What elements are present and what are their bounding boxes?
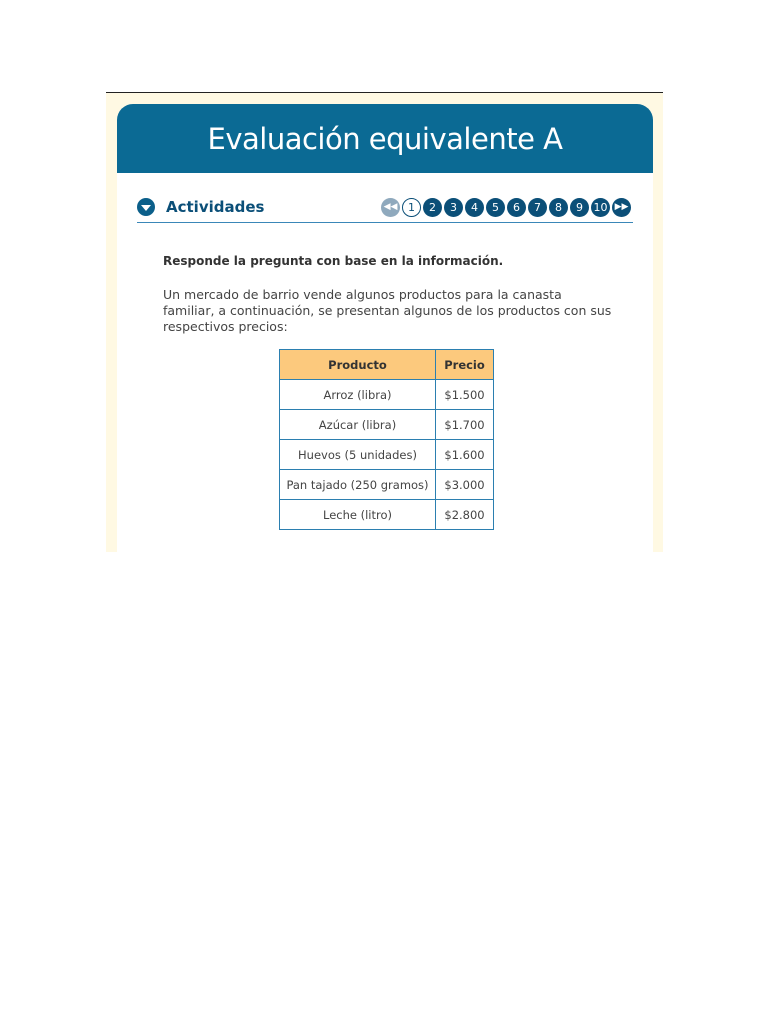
table-row: [280, 410, 494, 440]
page-button-4[interactable]: 4: [465, 198, 484, 217]
chevron-down-icon[interactable]: [137, 198, 155, 216]
product-cell: Huevos (5 unidades): [280, 440, 436, 470]
header-price: Precio: [436, 350, 494, 380]
price-cell: $1.500: [436, 380, 494, 410]
page-button-2[interactable]: 2: [423, 198, 442, 217]
table-row: [280, 440, 494, 470]
question-instruction: Responde la pregunta con base en la información.: [163, 254, 504, 268]
page-button-6[interactable]: 6: [507, 198, 526, 217]
question-pager: [381, 198, 631, 217]
question-paragraph: Un mercado de barrio vende algunos productos para la canasta familiar, a continuación, se presentan algunos de los productos con sus respectivos precios:: [163, 287, 612, 334]
header-product: Producto: [280, 350, 436, 380]
table-row: [280, 500, 494, 530]
table-row: [280, 470, 494, 500]
page-button-5[interactable]: 5: [486, 198, 505, 217]
price-cell: $1.700: [436, 410, 494, 440]
price-cell: $1.600: [436, 440, 494, 470]
product-cell: Pan tajado (250 gramos): [280, 470, 436, 500]
page-frame: [106, 93, 663, 552]
rewind-icon[interactable]: ◀◀: [381, 198, 400, 217]
product-cell: Arroz (libra): [280, 380, 436, 410]
page-button-3[interactable]: 3: [444, 198, 463, 217]
table-row: [280, 380, 494, 410]
page-button-7[interactable]: 7: [528, 198, 547, 217]
page-button-8[interactable]: 8: [549, 198, 568, 217]
price-table: [279, 349, 494, 530]
activities-label[interactable]: Actividades: [166, 198, 265, 216]
page-button-1[interactable]: 1: [402, 198, 421, 217]
table-header-row: [280, 350, 494, 380]
product-cell: Leche (litro): [280, 500, 436, 530]
page-button-9[interactable]: 9: [570, 198, 589, 217]
product-cell: Azúcar (libra): [280, 410, 436, 440]
page-title: Evaluación equivalente A: [117, 104, 653, 173]
evaluation-card: [117, 104, 653, 552]
activities-bar: [137, 192, 633, 223]
page-button-10[interactable]: 10: [591, 198, 610, 217]
price-cell: $3.000: [436, 470, 494, 500]
question-content: [163, 254, 613, 335]
fast-forward-icon[interactable]: ▶▶: [612, 198, 631, 217]
price-cell: $2.800: [436, 500, 494, 530]
